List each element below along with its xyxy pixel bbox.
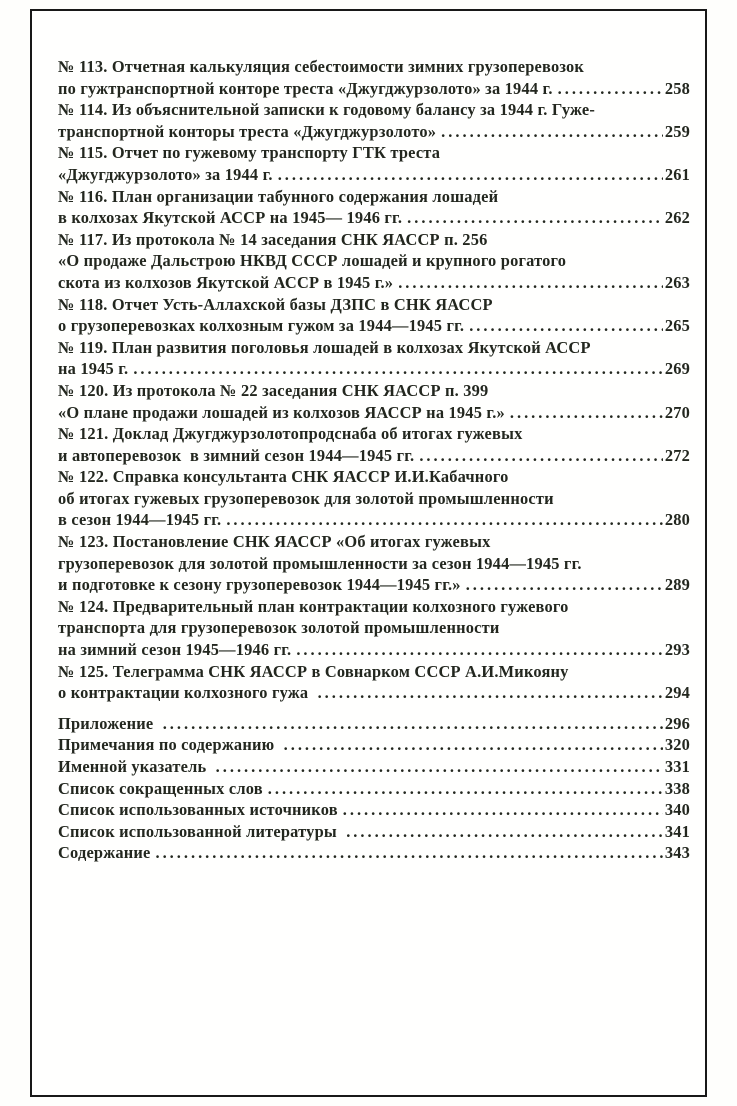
toc-entry-final-line: [58, 272, 690, 294]
toc-entry-118: [58, 294, 690, 337]
page-number: 263: [664, 272, 690, 292]
back-matter-label: Содержание: [58, 843, 151, 863]
page-number: 269: [664, 359, 690, 379]
dot-leader: [318, 682, 663, 704]
toc-entry-120: [58, 380, 690, 423]
toc-entry-line: № 118. Отчет Усть-Аллахской базы ДЗПС в СНК ЯАССР: [58, 294, 493, 314]
back-matter-label: Примечания по содержанию: [58, 735, 279, 755]
page-number: 262: [664, 208, 690, 228]
toc-entry-line: транспорта для грузоперевозок золотой промышленности: [58, 618, 500, 638]
back-matter-row: [58, 713, 690, 735]
toc-entry-final-line: [58, 682, 690, 704]
page-number: 280: [664, 510, 690, 530]
toc-entry-115: [58, 142, 690, 185]
dot-leader: [216, 756, 663, 778]
page-number: 331: [664, 757, 690, 776]
page-number: 320: [664, 735, 690, 755]
dot-leader: [163, 713, 663, 735]
toc-entry-line: № 117. Из протокола № 14 заседания СНК ЯАССР п. 256: [58, 229, 488, 249]
toc-entry-122: [58, 466, 690, 531]
page-number: 289: [664, 575, 690, 595]
back-matter-label: Список использованных источников: [58, 800, 338, 820]
page-number: 294: [664, 683, 690, 703]
toc-entry-final-line: [58, 78, 690, 100]
toc-entry-125: [58, 661, 690, 704]
toc-entry-124: [58, 596, 690, 661]
page-number: 270: [664, 402, 690, 422]
page-number: 293: [664, 640, 690, 660]
page-number: 338: [664, 778, 690, 798]
toc-entry-line: № 122. Справка консультанта СНК ЯАССР И.И.Кабачного: [58, 467, 509, 487]
toc-entry-121: [58, 423, 690, 466]
dot-leader: [510, 402, 663, 424]
page-number: 341: [664, 821, 690, 841]
toc-entry-tail: и подготовке к сезону грузоперевозок 1944—1945 гг.»: [58, 575, 461, 595]
back-matter-row: [58, 799, 690, 821]
toc-entry-tail: транспортной конторы треста «Джугджурзолото»: [58, 121, 437, 141]
toc-entry-tail: в сезон 1944—1945 гг.: [58, 510, 222, 530]
back-matter-label: Список сокращенных слов: [58, 778, 263, 798]
back-matter-row: [58, 842, 690, 864]
toc-entry-line: № 123. Постановление СНК ЯАССР «Об итогах гужевых: [58, 532, 491, 552]
toc-entry-tail: и автоперевозок в зимний сезон 1944—1945 гг.: [58, 445, 415, 465]
toc-entry-final-line: [58, 509, 690, 531]
toc-entry-line: № 119. План развития поголовья лошадей в колхозах Якутской АССР: [58, 337, 591, 357]
table-of-contents: [32, 11, 705, 864]
dot-leader: [296, 639, 662, 661]
toc-entry-tail: в колхозах Якутской АССР на 1945— 1946 гг.: [58, 208, 403, 228]
toc-entry-final-line: [58, 358, 690, 380]
toc-entry-tail: о контрактации колхозного гужа: [58, 683, 313, 703]
dot-leader: [226, 509, 663, 531]
toc-entry-final-line: [58, 315, 690, 337]
toc-entry-tail: «О плане продажи лошадей из колхозов ЯАССР на 1945 г.»: [58, 402, 505, 422]
back-matter-label: Список использованной литературы: [58, 821, 342, 841]
toc-entry-tail: скота из колхозов Якутской АССР в 1945 г.»: [58, 272, 394, 292]
page-number: 259: [664, 121, 690, 141]
toc-entry-113: [58, 56, 690, 99]
toc-entry-line: № 120. Из протокола № 22 заседания СНК ЯАССР п. 399: [58, 380, 489, 400]
toc-entry-tail: на зимний сезон 1945—1946 гг.: [58, 640, 292, 660]
toc-entry-line: № 114. Из объяснительной записки к годовому балансу за 1944 г. Гуже-: [58, 100, 596, 120]
toc-entry-tail: на 1945 г.: [58, 359, 129, 379]
dot-leader: [441, 121, 663, 143]
toc-entry-line: № 121. Доклад Джугджурзолотопродснаба об итогах гужевых: [58, 424, 523, 444]
back-matter-row: [58, 778, 690, 800]
toc-entry-final-line: [58, 402, 690, 424]
toc-entry-final-line: [58, 164, 690, 186]
dot-leader: [407, 207, 663, 229]
toc-entry-line: грузоперевозок для золотой промышленности за сезон 1944—1945 гг.: [58, 553, 582, 573]
back-matter-label: Именной указатель: [58, 757, 211, 776]
toc-entry-final-line: [58, 574, 690, 596]
page-number: 296: [664, 713, 690, 733]
dot-leader: [284, 734, 663, 756]
dot-leader: [466, 574, 663, 596]
toc-entry-line: № 113. Отчетная калькуляция себестоимости зимних грузоперевозок: [58, 57, 585, 76]
page-number: 272: [664, 445, 690, 465]
back-matter-section: [58, 713, 690, 864]
toc-entry-114: [58, 99, 690, 142]
toc-entry-line: № 116. План организации табунного содержания лошадей: [58, 186, 499, 206]
dot-leader: [133, 358, 663, 380]
page-number: 258: [664, 78, 690, 98]
toc-entry-final-line: [58, 121, 690, 143]
page-number: 340: [664, 800, 690, 820]
toc-entry-tail: «Джугджурзолото» за 1944 г.: [58, 164, 273, 184]
dot-leader: [398, 272, 663, 294]
toc-entry-tail: по гужтранспортной конторе треста «Джугджурзолото» за 1944 г.: [58, 78, 553, 98]
toc-entry-final-line: [58, 207, 690, 229]
toc-entry-final-line: [58, 639, 690, 661]
page-number: 265: [664, 316, 690, 336]
back-matter-label: Приложение: [58, 713, 158, 733]
toc-entry-117: [58, 229, 690, 294]
dot-leader: [155, 842, 662, 864]
toc-entry-119: [58, 337, 690, 380]
toc-entry-line: № 115. Отчет по гужевому транспорту ГТК треста: [58, 143, 441, 163]
dot-leader: [346, 821, 663, 843]
page-border-frame: [30, 9, 707, 1097]
toc-entry-line: об итогах гужевых грузоперевозок для золотой промышленности: [58, 488, 554, 508]
toc-entry-line: № 125. Телеграмма СНК ЯАССР в Совнарком СССР А.И.Микояну: [58, 661, 569, 681]
toc-entry-line: «О продаже Дальстрою НКВД СССР лошадей и крупного рогатого: [58, 251, 567, 271]
dot-leader: [419, 445, 662, 467]
dot-leader: [268, 778, 663, 800]
page-number: 343: [664, 843, 690, 863]
toc-entry-123: [58, 531, 690, 596]
dot-leader: [278, 164, 663, 186]
toc-entry-final-line: [58, 445, 690, 467]
back-matter-row: [58, 821, 690, 843]
toc-entry-tail: о грузоперевозках колхозным гужом за 1944—1945 гг.: [58, 316, 465, 336]
page-number: 261: [664, 164, 690, 184]
toc-entry-116: [58, 186, 690, 229]
back-matter-row: [58, 734, 690, 756]
dot-leader: [558, 78, 663, 100]
dot-leader: [343, 799, 663, 821]
toc-entry-line: № 124. Предварительный план контрактации колхозного гужевого: [58, 596, 569, 616]
back-matter-row: [58, 756, 690, 778]
dot-leader: [469, 315, 663, 337]
